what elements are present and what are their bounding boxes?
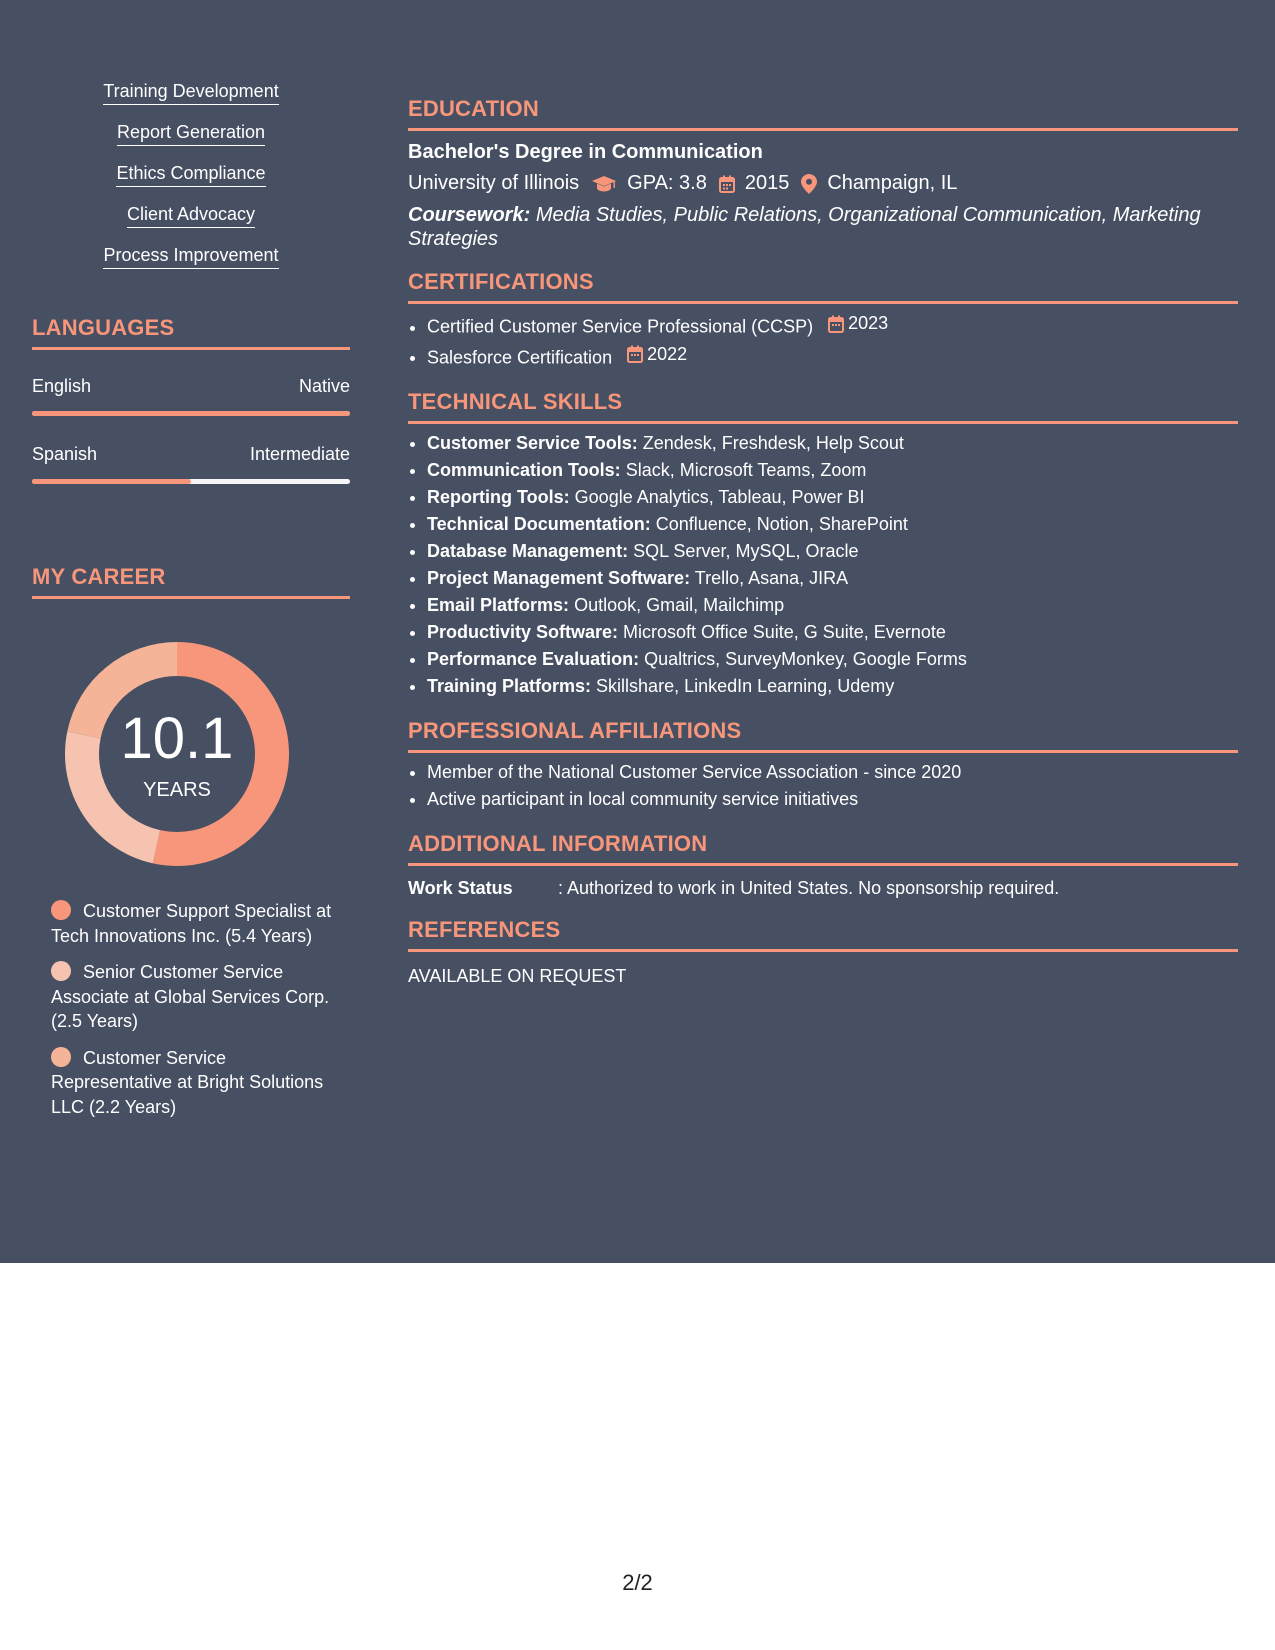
- career-item-text: Customer Service Representative at Bright Solutions LLC (2.2 Years): [51, 1047, 324, 1117]
- graduation-cap-icon: [591, 175, 617, 193]
- degree: Bachelor's Degree in Communication: [408, 141, 763, 163]
- language-item: [32, 376, 350, 416]
- languages-section: [32, 315, 350, 484]
- school-location: Champaign, IL: [827, 172, 958, 194]
- technical-skill-item: • Training Platforms: Skillshare, LinkedIn Learning, Udemy: [427, 673, 1238, 700]
- technical-skill-item: • Email Platforms: Outlook, Gmail, Mailchimp: [427, 592, 1238, 619]
- work-status-label: Work Status: [408, 878, 513, 898]
- skill-item: Client Advocacy: [127, 203, 255, 228]
- certification-year: 2023: [848, 313, 889, 333]
- technical-skill-item: • Reporting Tools: Google Analytics, Tableau, Power BI: [427, 484, 1238, 511]
- career-donut-chart: [62, 639, 292, 869]
- technical-skill-item: • Project Management Software: Trello, Asana, JIRA: [427, 565, 1238, 592]
- skills-list: [32, 80, 350, 269]
- career-item: [51, 899, 341, 948]
- language-name: Spanish: [32, 444, 98, 464]
- skill-item: Process Improvement: [103, 244, 278, 269]
- gpa: GPA: 3.8: [627, 172, 707, 194]
- career-item: [51, 960, 341, 1034]
- work-status-value: : Authorized to work in United States. No sponsorship required.: [558, 878, 1060, 898]
- calendar-icon: [719, 175, 735, 193]
- career-item-text: Customer Support Specialist at Tech Innovations Inc. (5.4 Years): [51, 901, 332, 946]
- affiliation-item: • Active participant in local community service initiatives: [427, 786, 1238, 813]
- main-content: [408, 96, 1238, 1005]
- career-item: [51, 1046, 341, 1120]
- career-section: [32, 564, 350, 1119]
- sidebar: [32, 80, 350, 1131]
- languages-heading: LANGUAGES: [32, 315, 350, 350]
- technical-skill-item: • Technical Documentation: Confluence, Notion, SharePoint: [427, 511, 1238, 538]
- calendar-icon: [828, 315, 844, 333]
- technical-skills-section: [408, 389, 1238, 700]
- graduation-year: 2015: [744, 172, 790, 194]
- education-meta: [408, 172, 1238, 195]
- career-item-text: Senior Customer Service Associate at Global Services Corp. (2.5 Years): [51, 962, 330, 1031]
- technical-skill-item: • Customer Service Tools: Zendesk, Freshdesk, Help Scout: [427, 430, 1238, 457]
- affiliations-section: [408, 718, 1238, 813]
- school-name: University of Illinois: [408, 172, 580, 194]
- career-total-unit: YEARS: [143, 779, 211, 801]
- language-proficiency-bar: [32, 411, 350, 416]
- certification-name: Salesforce Certification: [427, 347, 613, 367]
- references-section: [408, 917, 1238, 987]
- technical-skill-item: • Database Management: SQL Server, MySQL, Oracle: [427, 538, 1238, 565]
- language-proficiency-fill: [32, 479, 191, 484]
- affiliations-heading: PROFESSIONAL AFFILIATIONS: [408, 718, 1238, 753]
- certification-item: [427, 341, 1238, 372]
- technical-skill-item: • Communication Tools: Slack, Microsoft Teams, Zoom: [427, 457, 1238, 484]
- certification-item: [427, 310, 1238, 341]
- certification-year: 2022: [647, 343, 688, 364]
- affiliations-list: [408, 759, 1238, 813]
- coursework: [408, 203, 1238, 251]
- language-proficiency-bar: [32, 479, 350, 484]
- career-heading: MY CAREER: [32, 564, 350, 599]
- technical-skill-item: • Productivity Software: Microsoft Office Suite, G Suite, Evernote: [427, 619, 1238, 646]
- legend-dot: [51, 1047, 71, 1067]
- career-total-years: 10.1: [120, 706, 234, 771]
- language-level: Native: [298, 376, 350, 396]
- certification-name: Certified Customer Service Professional (CCSP): [427, 316, 814, 337]
- certifications-section: [408, 269, 1238, 371]
- affiliation-item: • Member of the National Customer Service Association - since 2020: [427, 759, 1238, 786]
- language-proficiency-fill: [32, 411, 350, 416]
- certifications-heading: CERTIFICATIONS: [408, 269, 1238, 304]
- additional-info-heading: ADDITIONAL INFORMATION: [408, 831, 1238, 866]
- references-text: AVAILABLE ON REQUEST: [408, 966, 627, 986]
- coursework-label: Coursework:: [408, 204, 531, 226]
- technical-skills-heading: TECHNICAL SKILLS: [408, 389, 1238, 424]
- education-section: [408, 96, 1238, 251]
- calendar-icon: [627, 345, 643, 363]
- language-item: [32, 444, 350, 484]
- skill-item: Ethics Compliance: [116, 162, 265, 187]
- coursework-list: Media Studies, Public Relations, Organizational Communication, Marketing Strategies: [408, 204, 1201, 250]
- references-heading: REFERENCES: [408, 917, 1238, 952]
- location-pin-icon: [801, 174, 817, 194]
- skill-item: Training Development: [103, 80, 278, 105]
- education-heading: EDUCATION: [408, 96, 1238, 131]
- language-name: English: [32, 376, 92, 396]
- legend-dot: [51, 961, 71, 981]
- additional-info-section: [408, 831, 1238, 899]
- technical-skill-item: • Performance Evaluation: Qualtrics, SurveyMonkey, Google Forms: [427, 646, 1238, 673]
- certifications-list: [408, 310, 1238, 371]
- language-level: Intermediate: [249, 444, 350, 464]
- work-status: [408, 878, 1238, 899]
- skill-item: Report Generation: [117, 121, 265, 146]
- legend-dot: [51, 900, 71, 920]
- career-list: [51, 899, 341, 1119]
- technical-skills-list: [408, 430, 1238, 700]
- page-number: 2/2: [622, 1570, 653, 1595]
